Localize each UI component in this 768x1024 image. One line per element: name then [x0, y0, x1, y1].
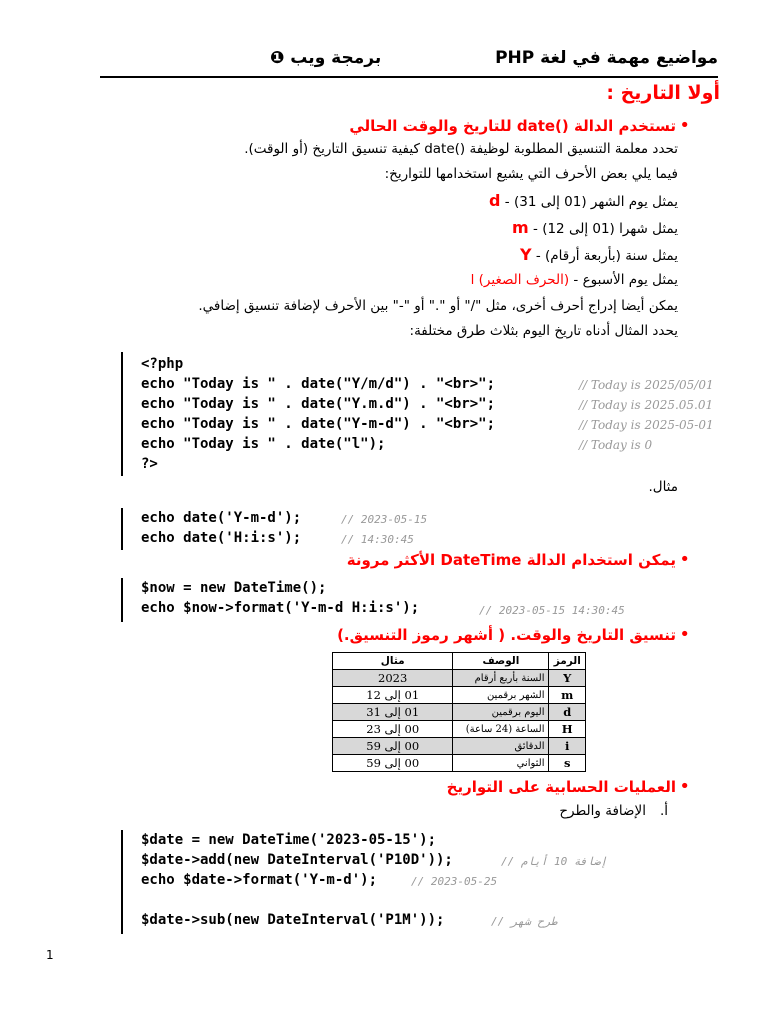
code-comment: // Today is 2025/05/01 [579, 378, 714, 392]
code-comment: // Today is 2025.05.01 [579, 398, 714, 412]
course-name: برمجة ويب ❶ [270, 48, 382, 68]
format-letter: l (الحرف الصغير) [470, 272, 570, 288]
section-title-date: أولا التاريخ : [606, 82, 720, 104]
code-line: echo "Today is " . date("Y.m.d") . "<br>"; [141, 396, 496, 412]
example-label: مثال. [648, 479, 678, 495]
table-row [333, 755, 586, 772]
table-row [333, 687, 586, 704]
code-line: $now = new DateTime(); [141, 580, 327, 596]
code-comment: // 14:30:45 [341, 533, 414, 546]
table-cell-desc: السنة بأربع أرقام [453, 670, 549, 687]
table-cell-example: 01 إلى 12 [333, 687, 453, 704]
code-block-date-examples [121, 352, 733, 476]
format-letter: Y [519, 245, 532, 264]
format-codes-table [332, 652, 586, 772]
code-comment: // إضافة 10 أيام [501, 855, 607, 868]
subitem-text: الإضافة والطرح [559, 803, 646, 819]
table-cell-example: 01 إلى 31 [333, 704, 453, 721]
arithmetic-subitem [559, 803, 668, 819]
table-row [333, 704, 586, 721]
table-row [333, 738, 586, 755]
code-comment: // 2023-05-25 [411, 875, 498, 888]
table-cell-symbol: m [549, 687, 586, 704]
code-line: $date->add(new DateInterval('P10D')); [141, 852, 453, 868]
table-cell-example: 00 إلى 59 [333, 738, 453, 755]
code-line: $date->sub(new DateInterval('P1M')); [141, 912, 445, 928]
format-letter: d [489, 191, 501, 210]
table-cell-symbol: d [549, 704, 586, 721]
format-char-Y [520, 245, 678, 264]
code-line: $date = new DateTime('2023-05-15'); [141, 832, 437, 848]
format-letter-desc: - يمثل يوم الأسبوع [569, 272, 678, 288]
code-comment: // 2023-05-15 [341, 513, 428, 526]
code-line: echo "Today is " . date("l"); [141, 436, 386, 452]
table-cell-desc: الساعة (24 ساعة) [453, 721, 549, 738]
code-comment: // Today is 0 [579, 438, 653, 452]
table-row [333, 721, 586, 738]
format-letter: m [512, 218, 529, 237]
datetime-heading: يمكن استخدام الدالة DateTime الأكثر مرونة [346, 551, 676, 569]
bullet-dot: • [679, 549, 690, 570]
arithmetic-heading: العمليات الحسابية على التواريخ [446, 778, 676, 796]
code-line: echo $date->format('Y-m-d'); [141, 872, 378, 888]
code-block-datetime [121, 578, 683, 622]
format-letter-desc: - يمثل سنة (بأربعة أرقام) [531, 248, 678, 264]
table-row [333, 670, 586, 687]
code-block-date-arithmetic [121, 830, 643, 934]
code-line: echo date('Y-m-d'); [141, 510, 302, 526]
table-cell-example: 00 إلى 59 [333, 755, 453, 772]
code-line: echo "Today is " . date("Y/m/d") . "<br>"; [141, 376, 496, 392]
table-cell-symbol: i [549, 738, 586, 755]
code-line: echo $now->format('Y-m-d H:i:s'); [141, 600, 420, 616]
code-line: <?php [141, 356, 184, 372]
table-header-row [333, 653, 586, 670]
code-line: echo date('H:i:s'); [141, 530, 302, 546]
table-cell-example: 2023 [333, 670, 453, 687]
table-cell-desc: الثواني [453, 755, 549, 772]
table-cell-example: 00 إلى 23 [333, 721, 453, 738]
table-header: مثال [333, 653, 453, 670]
table-cell-desc: الدقائق [453, 738, 549, 755]
table-cell-symbol: H [549, 721, 586, 738]
subitem-marker: أ. [659, 803, 668, 819]
code-comment: // طرح شهر [491, 915, 558, 928]
code-line: ?> [141, 456, 158, 472]
table-header: الوصف [453, 653, 549, 670]
bullet-dot: • [679, 624, 690, 645]
date-chars-intro: فيما يلي بعض الأحرف التي يشيع استخدامها للتواريخ: [384, 166, 678, 182]
date-function-heading: تستخدم الدالة ()date للتاريخ والوقت الحالي [349, 117, 676, 135]
format-heading: تنسيق التاريخ والوقت. ( أشهر رموز التنسيق.) [337, 626, 676, 644]
separator-note: يمكن أيضا إدراج أحرف أخرى، مثل "/" أو "." أو "-" بين الأحرف لإضافة تنسيق إضافي. [198, 298, 678, 314]
bullet-dot: • [679, 776, 690, 797]
format-char-m [512, 218, 678, 237]
format-letter-desc: - يمثل شهرا (01 إلى 12) [528, 221, 678, 237]
date-description-line: تحدد معلمة التنسيق المطلوبة لوظيفة ()date كيفية تنسيق التاريخ (أو الوقت). [244, 141, 678, 157]
example-intro: يحدد المثال أدناه تاريخ اليوم بثلاث طرق مختلفة: [409, 323, 678, 339]
table-cell-desc: الشهر برقمين [453, 687, 549, 704]
table-cell-symbol: s [549, 755, 586, 772]
table-header: الرمز [549, 653, 586, 670]
code-comment: // 2023-05-15 14:30:45 [479, 604, 625, 617]
format-char-l [471, 272, 678, 288]
code-line: echo "Today is " . date("Y-m-d") . "<br>"; [141, 416, 496, 432]
table-cell-desc: اليوم برقمين [453, 704, 549, 721]
bullet-dot: • [679, 115, 690, 136]
header-divider [100, 76, 718, 78]
code-comment: // Today is 2025-05-01 [579, 418, 714, 432]
page-number: 1 [46, 948, 54, 962]
table-cell-symbol: Y [549, 670, 586, 687]
document-title: مواضيع مهمة في لغة PHP [495, 48, 718, 68]
format-letter-desc: - يمثل يوم الشهر (01 إلى 31) [500, 194, 678, 210]
code-block-date-simple [121, 508, 523, 550]
format-char-d [489, 191, 678, 210]
